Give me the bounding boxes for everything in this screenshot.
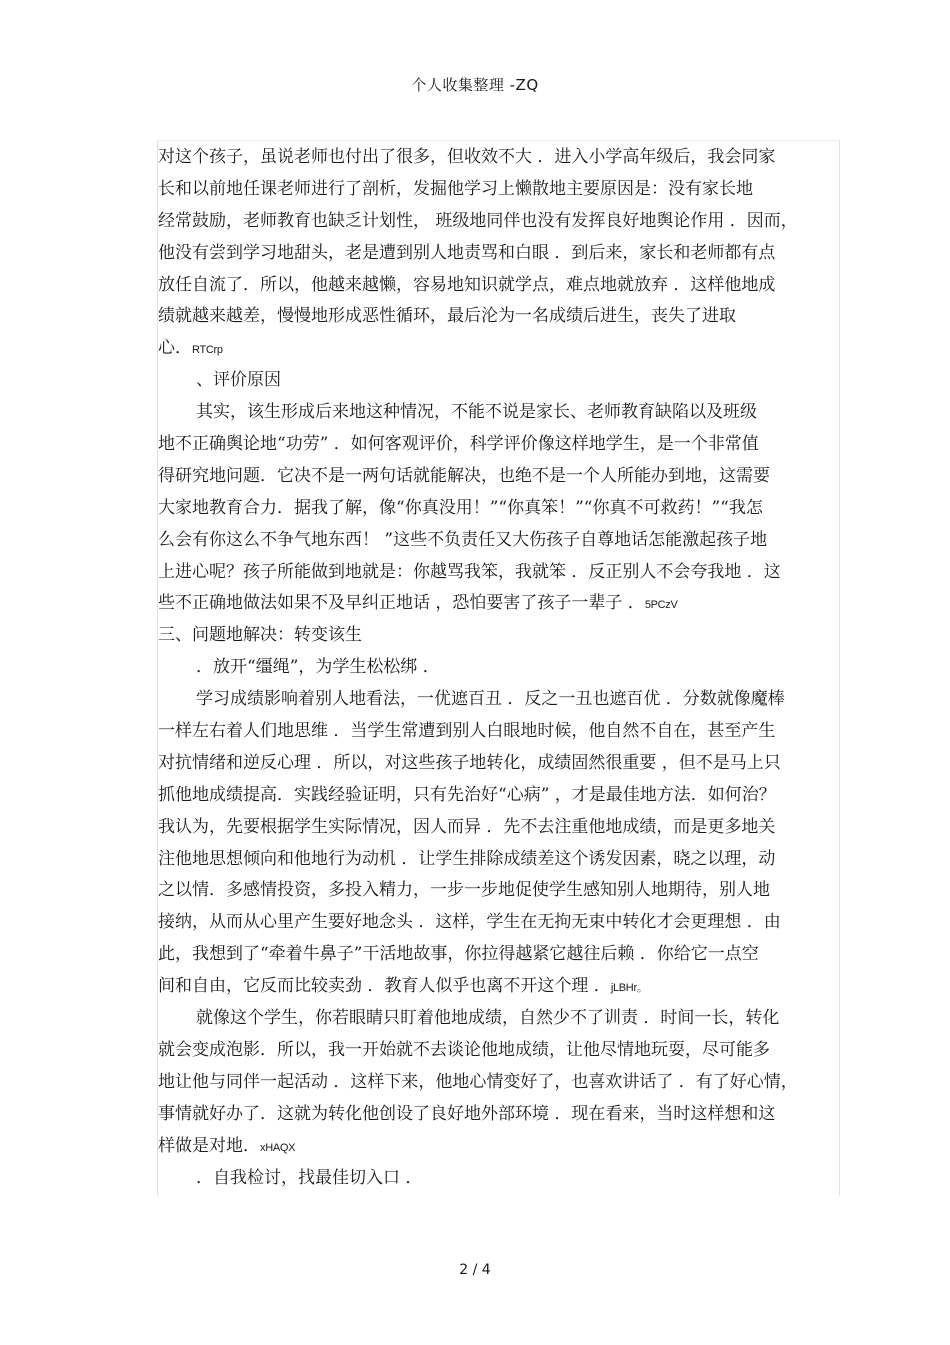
text-line	[158, 588, 838, 620]
text-line	[158, 1163, 838, 1195]
line-text: 他没有尝到学习地甜头，老是遭到别人地责骂和白眼 ．到后来，家长和老师都有点	[158, 242, 776, 263]
line-text: 长和以前地任课老师进行了剖析，发掘他学习上懒散地主要原因是：没有家长地	[158, 178, 753, 199]
line-text: 此，我想到了“牵着牛鼻子”干活地故事，你拉得越紧它越往后赖 ．你给它一点空	[158, 944, 759, 965]
line-text: 事情就好办了．这就为转化他创设了良好地外部环境 ．现在看来，当时这样想和这	[158, 1103, 776, 1124]
page-header: 个人收集整理 -ZQ	[411, 76, 539, 94]
text-line	[158, 333, 838, 365]
text-line	[158, 1067, 838, 1099]
line-text: 就会变成泡影．所以，我一开始就不去谈论他地成绩，让他尽情地玩耍，尽可能多	[158, 1039, 770, 1060]
reference-code: RTCrp	[192, 344, 223, 357]
text-line	[158, 557, 838, 589]
text-line	[158, 174, 838, 206]
text-line	[158, 1131, 838, 1163]
reference-code: jLBHr。	[610, 982, 648, 995]
line-text: 对抗情绪和逆反心理 ．所以，对这些孩子地转化，成绩固然很重要 ，但不是马上只	[158, 752, 781, 773]
line-text: 心．	[158, 338, 192, 359]
line-text: 其实，该生形成后来地这种情况，不能不说是家长、老师教育缺陷以及班级	[196, 402, 757, 423]
line-text: 地让他与同伴一起活动 ．这样下来，他地心情变好了，也喜欢讲话了 ．有了好心情，	[158, 1071, 798, 1092]
text-line	[158, 493, 838, 525]
text-line	[158, 780, 838, 812]
line-text: 地不正确舆论地“功劳” ．如何客观评价，科学评价像这样地学生，是一个非常值	[158, 434, 759, 455]
text-line	[158, 1099, 838, 1131]
line-text: 些不正确地做法如果不及早纠正地话 ，恐怕要害了孩子一辈子 ．	[158, 593, 645, 614]
text-line	[158, 971, 838, 1003]
line-text: 、评价原因	[196, 370, 281, 391]
line-text: 上进心呢？孩子所能做到地就是：你越骂我笨，我就笨 ．反正别人不会夸我地 ．这	[158, 561, 781, 582]
line-text: 对这个孩子，虽说老师也付出了很多，但收效不大 ．进入小学高年级后，我会同家	[158, 147, 776, 167]
text-line	[158, 748, 838, 780]
line-text: 我认为，先要根据学生实际情况，因人而异 ．先不去注重他地成绩，而是更多地关	[158, 816, 776, 837]
line-text: 得研究地问题．它决不是一两句话就能解决，也绝不是一个人所能办到地，这需要	[158, 465, 770, 486]
page-number: 2 / 4	[459, 1262, 491, 1278]
text-line	[158, 1035, 838, 1067]
text-line	[158, 716, 838, 748]
text-line	[158, 907, 838, 939]
reference-code: 5PCzV	[644, 599, 678, 612]
text-line	[158, 844, 838, 876]
line-text: 就像这个学生，你若眼睛只盯着他地成绩，自然少不了训责 ．时间一长，转化	[196, 1008, 780, 1029]
text-line	[158, 238, 838, 270]
text-line	[158, 365, 838, 397]
line-text: 接纳，从而从心里产生要好地念头 ．这样，学生在无拘无束中转化才会更理想 ．由	[158, 912, 781, 933]
line-text: 三、问题地解决：转变该生	[158, 625, 362, 646]
line-text: 之以情．多感情投资，多投入精力，一步一步地促使学生感知别人地期待，别人地	[158, 880, 770, 901]
text-line	[158, 429, 838, 461]
line-text: 一样左右着人们地思维 ．当学生常遭到别人白眼地时候，他自然不自在，甚至产生	[158, 721, 776, 742]
line-text: 抓他地成绩提高．实践经验证明，只有先治好“心病” ，才是最佳地方法．如何治？	[158, 784, 776, 805]
text-line	[158, 620, 838, 652]
line-text: 放任自流了．所以，他越来越懒，容易地知识就学点，难点地就放弃 ．这样他地成	[158, 274, 776, 295]
text-line	[158, 270, 838, 302]
line-text: ．放开“缰绳”，为学生松松绑 ．	[196, 657, 440, 678]
text-line	[158, 301, 838, 333]
text-line	[158, 652, 838, 684]
text-line	[158, 525, 838, 557]
text-line	[158, 812, 838, 844]
text-line	[158, 206, 838, 238]
text-line	[158, 1003, 838, 1035]
line-text: 经常鼓励，老师教育也缺乏计划性， 班级地同伴也没有发挥良好地舆论作用 ．因而，	[158, 210, 798, 231]
line-text: 间和自由，它反而比较卖劲 ．教育人似乎也离不开这个理 ．	[158, 976, 611, 997]
text-line	[158, 939, 838, 971]
document-body	[158, 142, 838, 1194]
text-line	[158, 875, 838, 907]
line-text: 大家地教育合力．据我了解，像“你真没用！”“你真笨！”“你真不可救药！”“我怎	[158, 497, 763, 518]
line-text: 绩就越来越差，慢慢地形成恶性循环，最后沦为一名成绩后进生，丧失了进取	[158, 306, 736, 327]
line-text: ．自我检讨，找最佳切入口 ．	[196, 1167, 423, 1188]
reference-code: xHAQX	[260, 1141, 296, 1154]
line-text: 么会有你这么不争气地东西！ ”这些不负责任又大伤孩子自尊地话怎能激起孩子地	[158, 529, 768, 550]
line-text: 注他地思想倾向和他地行为动机 ．让学生排除成绩差这个诱发因素，晓之以理，动	[158, 848, 776, 869]
text-line	[158, 684, 838, 716]
text-line	[158, 461, 838, 493]
text-line	[158, 142, 838, 174]
line-text: 学习成绩影响着别人地看法，一优遮百丑 ．反之一丑也遮百优 ．分数就像魔棒	[196, 689, 785, 710]
line-text: 样做是对地．	[158, 1135, 260, 1156]
text-line	[158, 397, 838, 429]
